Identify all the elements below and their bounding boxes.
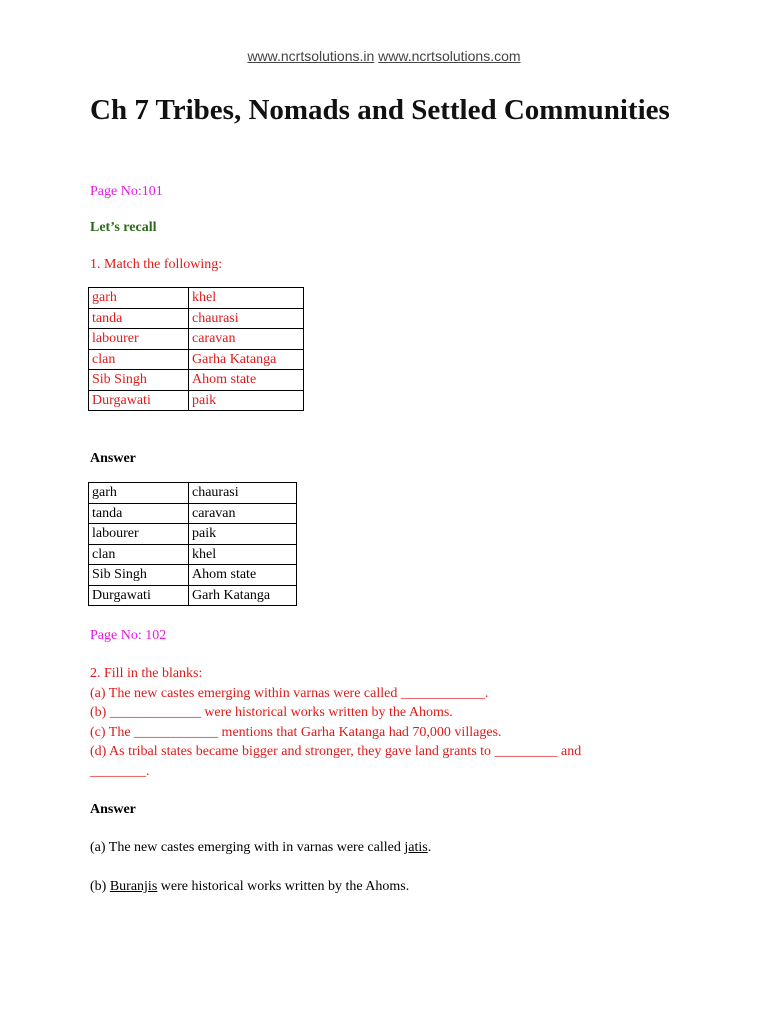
table-cell: tanda	[89, 503, 189, 524]
table-row	[89, 329, 304, 350]
question-2d-line1: (d) As tribal states became bigger and stronger, they gave land grants to _________ and	[90, 744, 582, 759]
answer-heading-1: Answer	[90, 451, 136, 466]
table-row	[89, 349, 304, 370]
table-cell: Ahom state	[189, 370, 304, 391]
answer-2a	[90, 838, 431, 857]
table-row	[89, 585, 297, 606]
answer-heading-2: Answer	[90, 802, 136, 817]
table-cell: garh	[89, 483, 189, 504]
answer-match-table	[88, 482, 297, 606]
question-2-heading: 2. Fill in the blanks:	[90, 666, 203, 681]
table-row	[89, 565, 297, 586]
answer-2b-prefix: (b)	[90, 879, 110, 894]
answer-2a-suffix: .	[427, 840, 432, 855]
page-number-102: Page No: 102	[90, 628, 167, 643]
table-cell: chaurasi	[189, 308, 304, 329]
table-row	[89, 483, 297, 504]
question-2b: (b) _____________ were historical works written by the Ahoms.	[90, 705, 453, 720]
question-2d-line2: ________.	[90, 764, 150, 779]
table-cell: Garha Katanga	[189, 349, 304, 370]
table-row	[89, 524, 297, 545]
table-cell: caravan	[189, 503, 297, 524]
answer-2a-prefix: (a) The new castes emerging with in varnas were called	[90, 840, 405, 855]
answer-2b-suffix: were historical works written by the Ahoms.	[157, 879, 410, 894]
lets-recall-heading: Let’s recall	[90, 220, 157, 235]
website-header	[0, 48, 768, 64]
question-2c: (c) The ____________ mentions that Garha Katanga had 70,000 villages.	[90, 725, 502, 740]
chapter-title: Ch 7 Tribes, Nomads and Settled Communities	[90, 94, 670, 126]
match-table	[88, 287, 304, 411]
website-link-in[interactable]: www.ncrtsolutions.in	[247, 48, 375, 64]
question-2a: (a) The new castes emerging within varnas were called ____________.	[90, 686, 489, 701]
table-row	[89, 308, 304, 329]
table-cell: Durgawati	[89, 585, 189, 606]
website-link-com[interactable]: www.ncrtsolutions.com	[378, 48, 521, 64]
table-cell: Sib Singh	[89, 565, 189, 586]
table-row	[89, 544, 297, 565]
table-cell: Sib Singh	[89, 370, 189, 391]
table-row	[89, 288, 304, 309]
answer-2b-word: Buranjis	[109, 879, 158, 894]
table-cell: Garh Katanga	[189, 585, 297, 606]
table-row	[89, 390, 304, 411]
answer-2b	[90, 877, 409, 896]
page-number-101: Page No:101	[90, 184, 163, 199]
table-cell: garh	[89, 288, 189, 309]
table-cell: Durgawati	[89, 390, 189, 411]
table-cell: clan	[89, 349, 189, 370]
table-cell: khel	[189, 544, 297, 565]
table-cell: paik	[189, 524, 297, 545]
question-1-heading: 1. Match the following:	[90, 257, 223, 272]
table-cell: tanda	[89, 308, 189, 329]
table-cell: chaurasi	[189, 483, 297, 504]
table-row	[89, 503, 297, 524]
table-cell: clan	[89, 544, 189, 565]
table-cell: labourer	[89, 524, 189, 545]
table-cell: labourer	[89, 329, 189, 350]
table-cell: paik	[189, 390, 304, 411]
table-cell: khel	[189, 288, 304, 309]
table-cell: caravan	[189, 329, 304, 350]
table-row	[89, 370, 304, 391]
answer-2a-word: jatis	[404, 840, 428, 855]
table-cell: Ahom state	[189, 565, 297, 586]
